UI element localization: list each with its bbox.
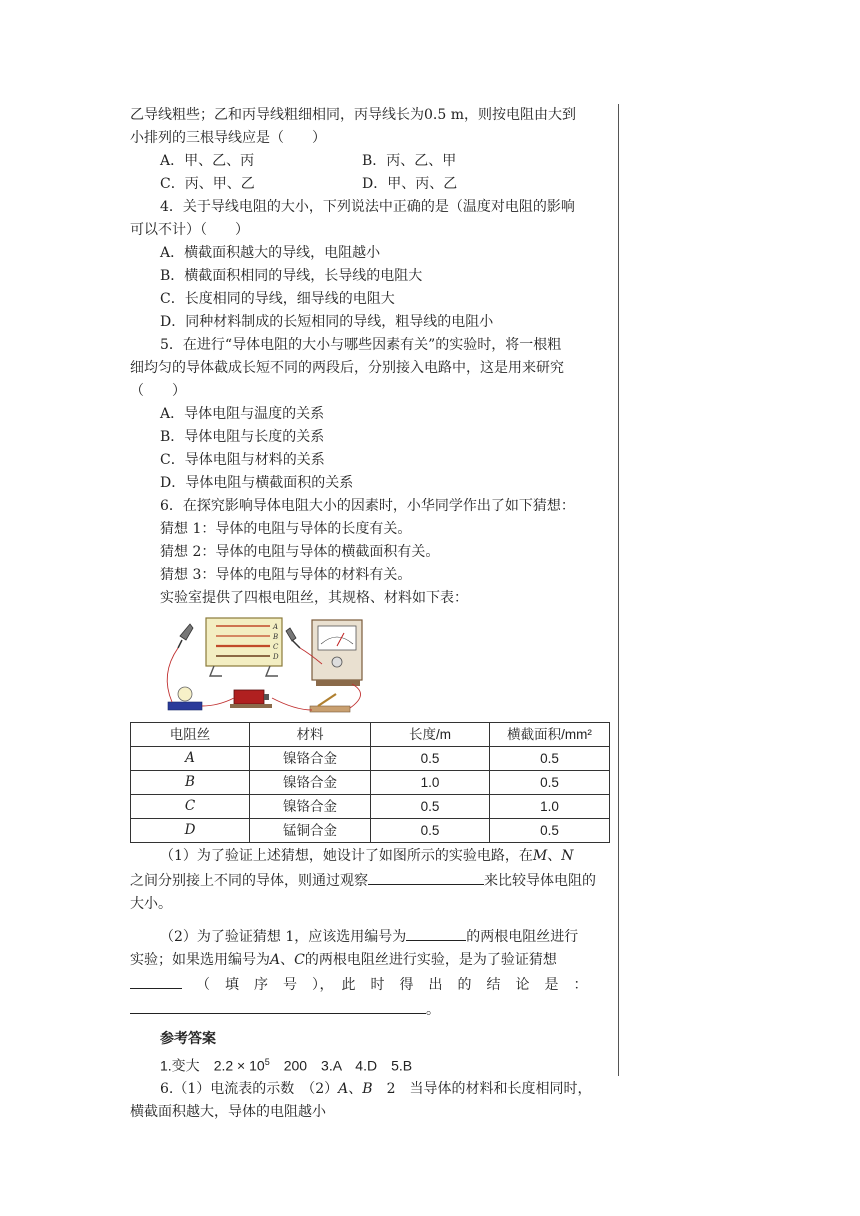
- q3-options-row2: [130, 173, 610, 196]
- answer-formula: 2.2 × 10: [213, 1057, 265, 1074]
- q3-option-a: A．甲、乙、丙: [160, 153, 255, 169]
- answers-line3: 横截面积越大，导体的电阻越小: [130, 1103, 326, 1120]
- table-row: [131, 819, 610, 843]
- table-cell: 0.5: [490, 819, 610, 843]
- table-cell: 0.5: [490, 771, 610, 795]
- margin-rule: [618, 104, 619, 1076]
- q3-options-row1: [130, 150, 610, 173]
- circuit-illustration: [130, 614, 370, 720]
- period: 。: [426, 1002, 440, 1018]
- q4-option-b: B．横截面积相同的导线，长导线的电阻大: [160, 268, 423, 284]
- q6-sub1-line2: [130, 868, 610, 893]
- point-m-label: M: [532, 848, 548, 864]
- table-header-cell: 横截面积/mm²: [490, 723, 610, 747]
- q4-line2: 可以不计）（ ）: [130, 222, 249, 238]
- answer-blank[interactable]: [368, 868, 484, 885]
- table-cell: 锰铜合金: [250, 819, 371, 843]
- q6-guess1: 猜想 1：导体的电阻与导体的长度有关。: [160, 521, 412, 537]
- q5-option-b: B．导体电阻与长度的关系: [160, 429, 325, 445]
- ammeter-icon: [312, 620, 362, 686]
- answer-text: 6.（1）电流表的示数 （2）: [160, 1080, 339, 1097]
- q6-guess2: 猜想 2：导体的电阻与导体的横截面积有关。: [160, 544, 440, 560]
- table-cell: 1.0: [371, 771, 490, 795]
- answer-text: 200 3.A 4.D 5.B: [269, 1057, 413, 1074]
- q3-line1: 乙导线粗些；乙和丙导线粗细相同，丙导线长为0.5 m，则按电阻由大到: [130, 107, 576, 123]
- table-cell: 镍铬合金: [250, 795, 371, 819]
- table-cell: B: [131, 771, 250, 795]
- separator: 、: [348, 1080, 363, 1097]
- q6-sub1-line3: 大小。: [130, 896, 172, 912]
- q5-option-a: A．导体电阻与温度的关系: [160, 406, 325, 422]
- q3-option-d: D．甲、丙、乙: [362, 176, 458, 192]
- q6-sub1-text: 之间分别接上不同的导体，则通过观察: [130, 873, 368, 889]
- q4-line1: 4．关于导线电阻的大小，下列说法中正确的是（温度对电阻的影响: [160, 199, 575, 215]
- table-header-cell: 长度/m: [371, 723, 490, 747]
- q4-option-a: A．横截面积越大的导线，电阻越小: [160, 245, 381, 261]
- q6-guess3: 猜想 3：导体的电阻与导体的材料有关。: [160, 567, 412, 583]
- q3-option-c: C．丙、甲、乙: [160, 176, 255, 192]
- answer-text: 1.变大: [160, 1057, 214, 1074]
- q5-line3: （ ）: [130, 383, 186, 399]
- wire-a-label: A: [338, 1080, 349, 1097]
- q4-option-c: C．长度相同的导线，细导线的电阻大: [160, 291, 395, 307]
- wire-label: D: [273, 653, 279, 661]
- q6-sub2-text: 实验；如果选用编号为: [130, 952, 270, 968]
- separator: 、: [280, 952, 295, 968]
- answer-exponent: 5: [264, 1057, 270, 1067]
- q6-sub2-text: 的两根电阻丝进行: [466, 929, 579, 945]
- answer-blank[interactable]: [130, 972, 182, 989]
- q6-sub2-line3: [130, 972, 610, 997]
- q6-sub1-line1: [130, 845, 610, 868]
- table-cell: 0.5: [371, 747, 490, 771]
- experiment-figure: [130, 614, 610, 720]
- q6-lab-intro: 实验室提供了四根电阻丝，其规格、材料如下表：: [160, 590, 468, 606]
- answers-line2: [130, 1078, 610, 1101]
- table-cell: 0.5: [371, 819, 490, 843]
- wire-c-label: C: [294, 952, 305, 968]
- q5-line2: 细均匀的导体截成长短不同的两段后，分别接入电路中，这是用来研究: [130, 360, 564, 376]
- table-row: [131, 747, 610, 771]
- alligator-clip-left-icon: [178, 624, 193, 648]
- table-row: [131, 771, 610, 795]
- answer-blank[interactable]: [406, 924, 466, 941]
- q6-sub1-text: 来比较导体电阻的: [484, 873, 596, 889]
- q5-line1: 5．在进行“导体电阻的大小与哪些因素有关”的实验时，将一根粗: [160, 337, 562, 353]
- q6-sub2-text: （2）为了验证猜想 1，应该选用编号为: [160, 929, 407, 945]
- table-row: [131, 795, 610, 819]
- q4-option-d: D．同种材料制成的长短相同的导线，粗导线的电阻小: [160, 314, 494, 330]
- light-bulb-icon: [168, 687, 202, 710]
- q6-sub2-text: （ 填 序 号 ）， 此 时 得 出 的 结 论 是 ：: [196, 977, 588, 993]
- answer-text: 2 当导体的材料和长度相同时，: [372, 1080, 592, 1097]
- answers-line1: [130, 1051, 610, 1078]
- resistance-wire-board: [206, 618, 282, 676]
- q3-line2: 小排列的三根导线应是（ ）: [130, 130, 326, 146]
- table-cell: 镍铬合金: [250, 771, 371, 795]
- q6-sub2-line1: [130, 924, 610, 949]
- table-header-row: [131, 723, 610, 747]
- q6-sub2-text: 的两根电阻丝进行实验，是为了验证猜想: [304, 952, 557, 968]
- table-cell: 1.0: [490, 795, 610, 819]
- q5-option-d: D．导体电阻与横截面积的关系: [160, 475, 354, 491]
- q6-sub2-line2: [130, 949, 610, 972]
- answers-title: 参考答案: [160, 1031, 216, 1047]
- switch-icon: [310, 694, 350, 712]
- wire-label: B: [273, 633, 279, 641]
- q6-sub2-line4: [130, 997, 610, 1022]
- answer-blank[interactable]: [130, 997, 426, 1014]
- resistance-wire-table: [130, 722, 610, 843]
- point-n-label: N: [561, 848, 574, 864]
- wire-label: C: [273, 643, 279, 651]
- wire-label: A: [273, 623, 279, 631]
- wire-b-label: B: [362, 1080, 373, 1097]
- q3-option-b: B．丙、乙、甲: [362, 153, 457, 169]
- q5-option-c: C．导体电阻与材料的关系: [160, 452, 325, 468]
- q6-intro: 6．在探究影响导体电阻大小的因素时，小华同学作出了如下猜想：: [160, 498, 575, 514]
- table-cell: 0.5: [490, 747, 610, 771]
- document-content: [130, 104, 610, 1124]
- table-header-cell: 电阻丝: [131, 723, 250, 747]
- table-cell: 0.5: [371, 795, 490, 819]
- wire-a-label: A: [270, 952, 281, 968]
- table-header-cell: 材料: [250, 723, 371, 747]
- q6-sub1-text: （1）为了验证上述猜想，她设计了如图所示的实验电路，在: [160, 848, 533, 864]
- separator: 、: [547, 848, 562, 864]
- table-cell: 镍铬合金: [250, 747, 371, 771]
- table-cell: D: [131, 819, 250, 843]
- table-cell: A: [131, 747, 250, 771]
- table-cell: C: [131, 795, 250, 819]
- battery-icon: [230, 690, 272, 708]
- alligator-clip-right-icon: [286, 628, 300, 648]
